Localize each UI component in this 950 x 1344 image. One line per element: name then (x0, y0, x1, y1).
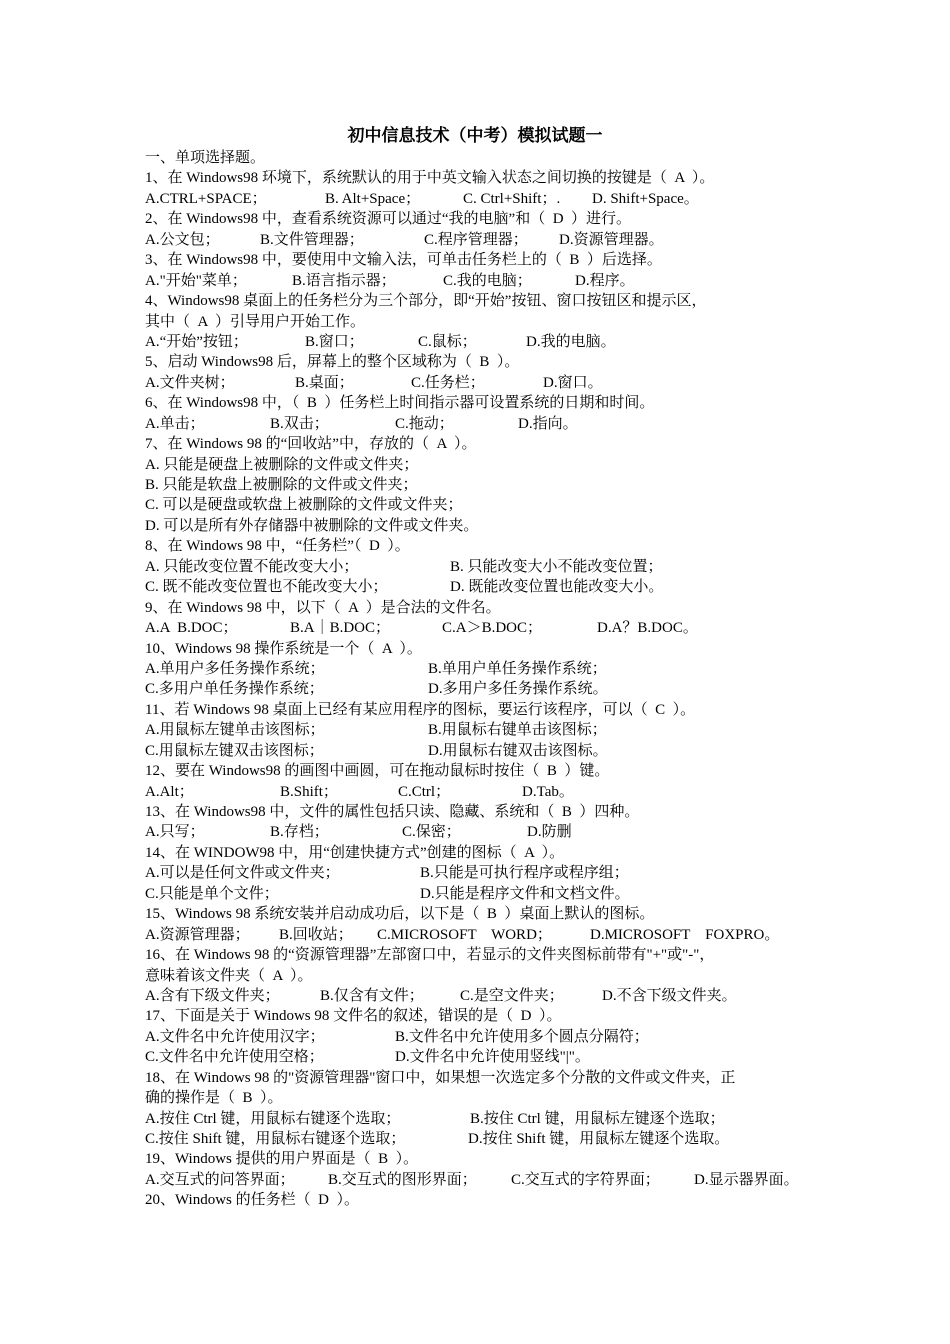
text-line (145, 373, 815, 393)
option-text: B.单用户单任务操作系统； (428, 660, 607, 677)
line-text: 14、在 WINDOW98 中，用“创建快捷方式”创建的图标（ A ）。 (145, 844, 565, 861)
line-text: C. 可以是硬盘或软盘上被删除的文件或文件夹； (145, 497, 463, 514)
option-text: C.多用户单任务操作系统； (145, 681, 324, 698)
text-line (145, 250, 815, 270)
text-line (145, 1027, 815, 1047)
text-line (145, 904, 815, 924)
line-text: 20、Windows 的任务栏（ D ）。 (145, 1192, 359, 1209)
option-text: D.Tab。 (522, 783, 574, 800)
option-text: C.A＞B.DOC； (442, 620, 543, 637)
text-line (145, 945, 815, 965)
option-text: A.CTRL+SPACE； (145, 190, 267, 207)
text-line (145, 843, 815, 863)
document-title: 初中信息技术（中考）模拟试题一 (347, 126, 603, 146)
option-text: A.含有下级文件夹； (145, 987, 280, 1004)
line-text: 7、在 Windows 98 的“回收站”中，存放的（ A ）。 (145, 436, 477, 453)
text-line (145, 822, 815, 842)
text-line (145, 455, 815, 475)
text-line (145, 761, 815, 781)
text-line (145, 557, 815, 577)
option-text: B.Shift； (280, 783, 338, 800)
line-text: 5、启动 Windows98 后，屏幕上的整个区域称为（ B ）。 (145, 354, 520, 371)
line-text: 16、在 Windows 98 的“资源管理器”左部窗口中，若显示的文件夹图标前带有"+"或"-"， (145, 947, 715, 964)
option-text: D.窗口。 (543, 374, 603, 391)
text-line (145, 434, 815, 454)
option-text: B.按住 Ctrl 键，用鼠标左键逐个选取； (470, 1110, 725, 1127)
option-text: D.指向。 (518, 415, 578, 432)
line-text: 一、单项选择题。 (145, 150, 266, 166)
option-text: B.桌面； (295, 374, 354, 391)
text-line (145, 1109, 815, 1129)
option-text: D. 既能改变位置也能改变大小。 (450, 579, 664, 596)
line-text: 18、在 Windows 98 的"资源管理器"窗口中，如果想一次选定多个分散的文件或文件夹，正 (145, 1069, 736, 1086)
option-text: C.Ctrl； (398, 783, 451, 800)
option-text: B.只能是可执行程序或程序组； (420, 865, 629, 882)
text-line (145, 1088, 815, 1108)
option-text: C.交互式的字符界面； (511, 1171, 660, 1188)
text-line (145, 741, 815, 761)
option-text: D.只能是程序文件和文档文件。 (420, 885, 630, 902)
option-text: B.存档； (270, 824, 329, 841)
line-text: A. 只能是硬盘上被删除的文件或文件夹； (145, 456, 419, 473)
line-text: 意味着该文件夹（ A ）。 (145, 967, 313, 984)
text-line (145, 475, 815, 495)
text-line (145, 168, 815, 188)
text-line (145, 577, 815, 597)
option-text: A.A B.DOC； (145, 620, 238, 637)
option-text: D.不含下级文件夹。 (602, 987, 737, 1004)
option-text: B.文件名中允许使用多个圆点分隔符； (395, 1028, 649, 1045)
line-text: 11、若 Windows 98 桌面上已经有某应用程序的图标，要运行该程序，可以（ C ）。 (145, 701, 696, 718)
text-line (145, 189, 815, 209)
text-line (145, 516, 815, 536)
option-text: B.仅含有文件； (320, 987, 424, 1004)
document-body (145, 148, 815, 1211)
line-text: 19、Windows 提供的用户界面是（ B ）。 (145, 1151, 419, 1168)
option-text: A.交互式的问答界面； (145, 1171, 295, 1188)
option-text: D.我的电脑。 (526, 333, 616, 350)
line-text: 13、在 Windows98 中，文件的属性包括只读、隐藏、系统和（ B ）四种。 (145, 804, 640, 820)
text-line (145, 332, 815, 352)
text-line (145, 536, 815, 556)
option-text: D.文件名中允许使用竖线"|"。 (395, 1049, 590, 1066)
text-line (145, 1129, 815, 1149)
option-text: C.用鼠标左键双击该图标； (145, 742, 324, 759)
option-text: D.A？B.DOC。 (597, 620, 698, 637)
option-text: C. 既不能改变位置也不能改变大小； (145, 579, 388, 596)
option-text: B.用鼠标右键单击该图标； (428, 722, 607, 739)
text-line (145, 679, 815, 699)
line-text: 确的操作是（ B ）。 (145, 1090, 283, 1107)
text-line (145, 393, 815, 413)
option-text: C.我的电脑； (443, 272, 532, 289)
option-text: C.鼠标； (418, 333, 477, 350)
option-text: A.资源管理器； (145, 926, 250, 943)
line-text: B. 只能是软盘上被删除的文件或文件夹； (145, 477, 418, 493)
text-line (145, 1149, 815, 1169)
option-text: B.窗口； (305, 333, 364, 350)
option-text: D.防删 (527, 824, 572, 841)
option-text: D.用鼠标右键双击该图标。 (428, 742, 608, 759)
text-line (145, 148, 815, 168)
text-line (145, 291, 815, 311)
option-text: B.双击； (270, 415, 329, 432)
option-text: A.文件名中允许使用汉字； (145, 1028, 325, 1045)
option-text: C.保密； (402, 824, 461, 841)
line-text: 6、在 Windows98 中，（ B ）任务栏上时间指示器可设置系统的日期和时间。 (145, 395, 655, 412)
option-text: B. 只能改变大小不能改变位置； (450, 558, 663, 575)
line-text: 15、Windows 98 系统安装并启动成功后，以下是（ B ）桌面上默认的图标。 (145, 906, 655, 923)
text-line (145, 209, 815, 229)
option-text: A.可以是任何文件或文件夹； (145, 865, 340, 882)
option-text: B.文件管理器； (260, 231, 364, 248)
text-line (145, 1047, 815, 1067)
option-text: A.按住 Ctrl 键，用鼠标右键逐个选取； (145, 1110, 401, 1127)
option-text: C.按住 Shift 键，用鼠标右键逐个选取； (145, 1131, 406, 1147)
option-text: C.拖动； (395, 415, 454, 432)
option-text: A.公文包； (145, 231, 220, 248)
line-text: 17、下面是关于 Windows 98 文件名的叙述，错误的是（ D ）。 (145, 1008, 562, 1025)
option-text: A.文件夹树； (145, 374, 235, 391)
option-text: C.任务栏； (411, 374, 485, 391)
text-line (145, 782, 815, 802)
text-line (145, 1190, 815, 1210)
text-line (145, 1006, 815, 1026)
line-text: 其中（ A ）引导用户开始工作。 (145, 313, 366, 330)
option-text: A.只写； (145, 824, 205, 841)
text-line (145, 802, 815, 822)
option-text: D.显示器界面。 (694, 1171, 799, 1188)
line-text: 9、在 Windows 98 中，以下（ A ）是合法的文件名。 (145, 599, 501, 616)
option-text: B.回收站； (279, 926, 353, 943)
option-text: B.语言指示器； (292, 272, 396, 289)
text-line (145, 598, 815, 618)
text-line (145, 618, 815, 638)
line-text: 3、在 Windows98 中，要使用中文输入法，可单击任务栏上的（ B ）后选择。 (145, 252, 662, 269)
option-text: A.单用户多任务操作系统； (145, 660, 325, 677)
option-text: B.A｜B.DOC； (290, 620, 391, 637)
text-line (145, 986, 815, 1006)
text-line (145, 495, 815, 515)
text-line (145, 414, 815, 434)
line-text: 1、在 Windows98 环境下，系统默认的用于中英文输入状态之间切换的按键是（ A ）。 (145, 170, 715, 187)
option-text: A.用鼠标左键单击该图标； (145, 722, 325, 739)
option-text: C.文件名中允许使用空格； (145, 1049, 324, 1066)
text-line (145, 720, 815, 740)
option-text: A."开始"菜单； (145, 272, 247, 289)
option-text: D.程序。 (575, 272, 635, 289)
option-text: C.MICROSOFT WORD； (377, 926, 552, 943)
line-text: 10、Windows 98 操作系统是一个（ A ）。 (145, 640, 422, 657)
option-text: C.是空文件夹； (460, 987, 564, 1004)
text-line (145, 863, 815, 883)
option-text: D.资源管理器。 (559, 231, 664, 248)
text-line (145, 271, 815, 291)
text-line (145, 966, 815, 986)
option-text: C.只能是单个文件； (145, 885, 279, 902)
text-line (145, 1170, 815, 1190)
line-text: 4、Windows98 桌面上的任务栏分为三个部分，即“开始”按钮、窗口按钮区和提示区， (145, 293, 707, 310)
option-text: A.Alt； (145, 783, 194, 800)
option-text: D. Shift+Space。 (592, 190, 699, 207)
option-text: A. 只能改变位置不能改变大小； (145, 558, 359, 575)
line-text: 2、在 Windows98 中，查看系统资源可以通过“我的电脑”和（ D ）进行。 (145, 211, 632, 228)
option-text: D.多用户多任务操作系统。 (428, 681, 608, 698)
line-text: 8、在 Windows 98 中，“任务栏”（ D ）。 (145, 538, 410, 555)
option-text: B.交互式的图形界面； (328, 1171, 477, 1188)
text-line (145, 352, 815, 372)
text-line (145, 659, 815, 679)
text-line (145, 884, 815, 904)
text-line (145, 639, 815, 659)
option-text: D.按住 Shift 键，用鼠标左键逐个选取。 (468, 1131, 730, 1147)
option-text: A.单击； (145, 415, 205, 432)
option-text: D.MICROSOFT FOXPRO。 (590, 926, 780, 943)
text-line (145, 1068, 815, 1088)
text-line (145, 230, 815, 250)
option-text: C. Ctrl+Shift；. (463, 190, 561, 207)
text-line (145, 925, 815, 945)
option-text: A.“开始”按钮； (145, 333, 248, 350)
text-line (145, 700, 815, 720)
line-text: 12、要在 Windows98 的画图中画圆，可在拖动鼠标时按住（ B ）键。 (145, 763, 610, 780)
text-line (145, 312, 815, 332)
option-text: C.程序管理器； (424, 231, 528, 248)
line-text: D. 可以是所有外存储器中被删除的文件或文件夹。 (145, 517, 479, 534)
option-text: B. Alt+Space； (325, 190, 421, 207)
